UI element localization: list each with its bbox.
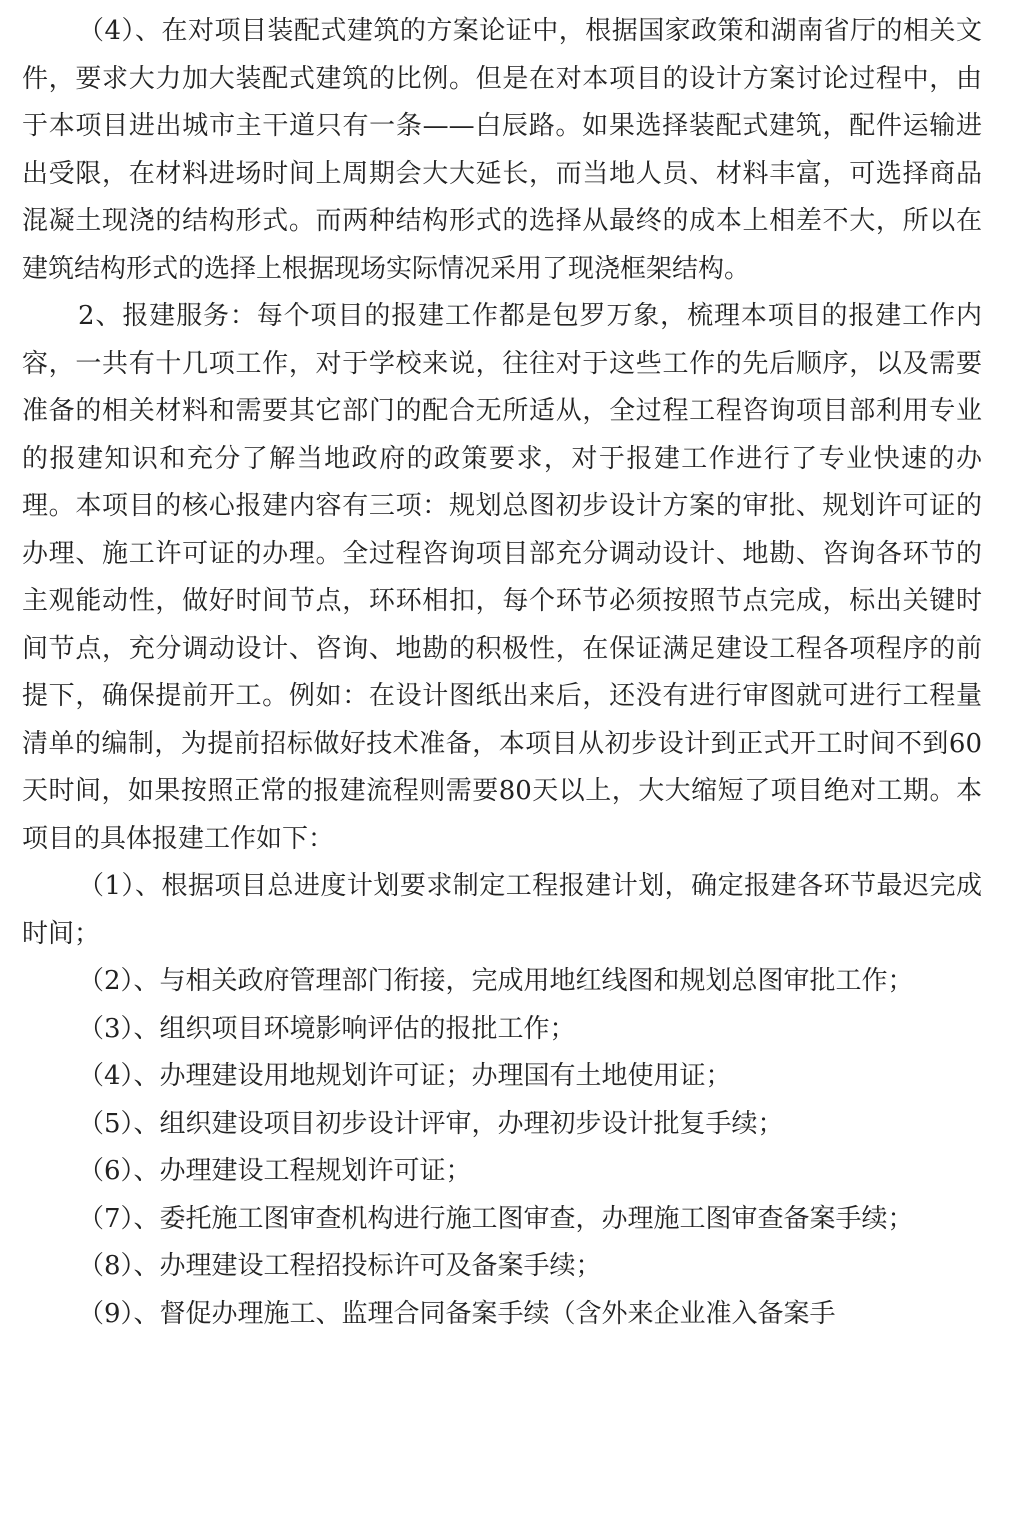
list-item-permit-3: （3）、组织项目环境影响评估的报批工作；: [78, 1013, 576, 1044]
list-item-permit-1: （1）、根据项目总进度计划要求制定工程报建计划，确定报建各环节最迟完成时间；: [22, 871, 982, 949]
list-item-permit-2: （2）、与相关政府管理部门衔接，完成用地红线图和规划总图审批工作；: [78, 966, 914, 996]
document-body: [22, 8, 982, 1338]
list-item-permit-4: （4）、办理建设用地规划许可证；办理国有土地使用证；: [78, 1061, 732, 1091]
list-item-permit-9: （9）、督促办理施工、监理合同备案手续（含外来企业准入备案手: [78, 1298, 836, 1329]
list-item-permit-7: （7）、委托施工图审查机构进行施工图审查，办理施工图审查备案手续；: [78, 1203, 914, 1234]
list-item-permit-8: （8）、办理建设工程招投标许可及备案手续；: [78, 1251, 602, 1281]
list-item-permit-5: （5）、组织建设项目初步设计评审，办理初步设计批复手续；: [78, 1108, 784, 1139]
paragraph-prefab-building-argument: （4）、在对项目装配式建筑的方案论证中，根据国家政策和湖南省厅的相关文件，要求大力加大装配式建筑的比例。但是在对本项目的设计方案讨论过程中，由于本项目进出城市主干道只有一条——白辰路。如果选择装配式建筑，配件运输进出受限，在材料进场时间上周期会大大延长，而当地人员、材料丰富，可选择商品混凝土现浇的结构形式。而两种结构形式的选择从最终的成本上相差不大，所以在建筑结构形式的选择上根据现场实际情况采用了现浇框架结构。: [22, 16, 982, 284]
paragraph-permit-services: 2、报建服务：每个项目的报建工作都是包罗万象，梳理本项目的报建工作内容，一共有十几项工作，对于学校来说，往往对于这些工作的先后顺序，以及需要准备的相关材料和需要其它部门的配合无所适从，全过程工程咨询项目部利用专业的报建知识和充分了解当地政府的政策要求，对于报建工作进行了专业快速的办理。本项目的核心报建内容有三项：规划总图初步设计方案的审批、规划许可证的办理、施工许可证的办理。全过程咨询项目部充分调动设计、地勘、咨询各环节的主观能动性，做好时间节点，环环相扣，每个环节必须按照节点完成，标出关键时间节点，充分调动设计、咨询、地勘的积极性，在保证满足建设工程各项程序的前提下，确保提前开工。例如：在设计图纸出来后，还没有进行审图就可进行工程量清单的编制，为提前招标做好技术准备，本项目从初步设计到正式开工时间不到60天时间，如果按照正常的报建流程则需要80天以上，大大缩短了项目绝对工期。本项目的具体报建工作如下：: [22, 301, 982, 854]
list-item-permit-6: （6）、办理建设工程规划许可证；: [78, 1156, 472, 1186]
